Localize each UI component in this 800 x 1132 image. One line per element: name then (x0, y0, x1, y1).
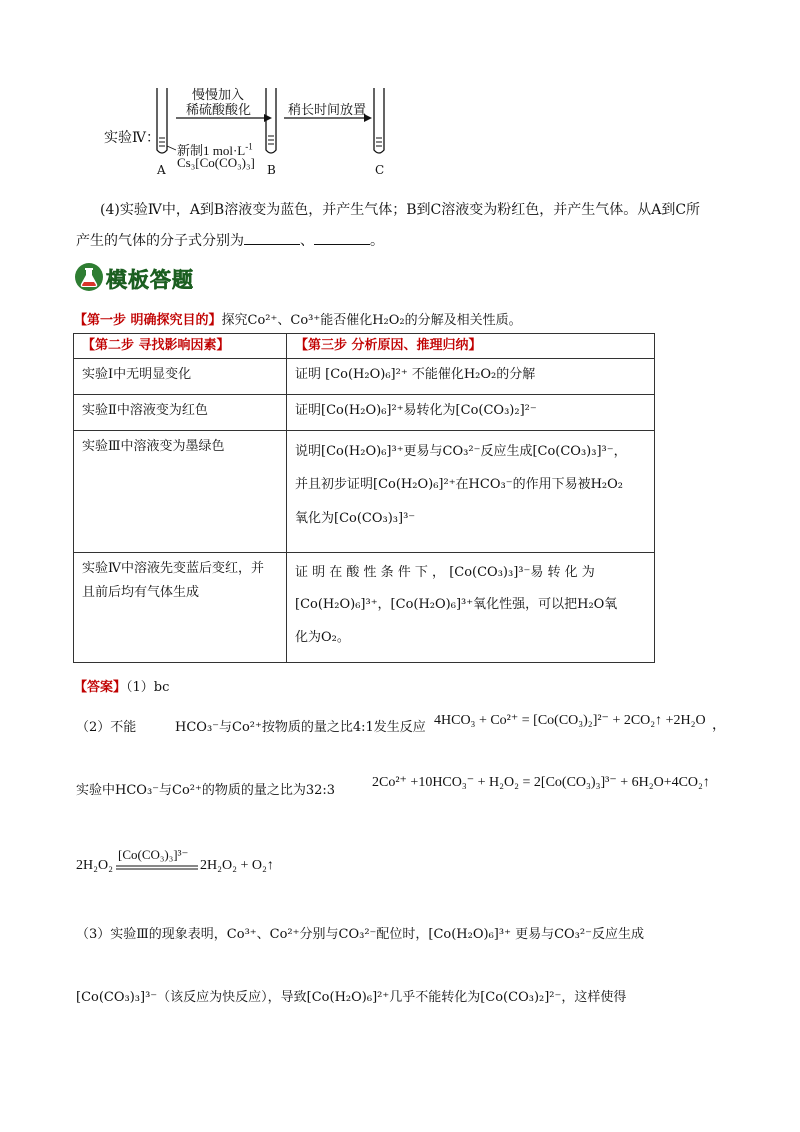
analysis-line: 并且初步证明[Co(H₂O)₆]²⁺在HCO₃⁻的作用下易被H₂O₂ (295, 477, 623, 493)
answer-2-ratio: HCO₃⁻与Co²⁺按物质的量之比4:1发生反应 (175, 720, 426, 735)
analysis-line: 证 明 在 酸 性 条 件 下 ， [Co(CO₃)₃]³⁻易 转 化 为 (295, 564, 595, 580)
factor-line: 且前后均有气体生成 (82, 585, 200, 601)
table-cell-analysis: 证明 [Co(H₂O)₆]²⁺ 不能催化H₂O₂的分解 (287, 358, 655, 394)
answer-label: 【答案】 (74, 680, 127, 695)
reagent-concentration-text: 新制1 mol·L (177, 143, 246, 158)
step1-label: 【第一步 明确探究目的】 (74, 313, 222, 328)
reagent-formula: Cs₃[Co(CO₃)₃] (177, 155, 255, 170)
equation-3-right: 2H₂O₂ + O₂↑ (200, 858, 274, 873)
reagent-concentration-sup: -1 (245, 141, 253, 152)
equation-1-comma: ， (712, 717, 726, 733)
table-header-right: 【第三步 分析原因、推理归纳】 (287, 334, 655, 359)
arrow2-label: 稍长时间放置 (288, 103, 367, 118)
answer-2-line2: 实验中HCO₃⁻与Co²⁺的物质的量之比为32:3 (76, 783, 336, 798)
table-cell-factor: 实验Ⅰ中无明显变化 (74, 358, 287, 394)
analysis-line: 氧化为[Co(CO₃)₃]³⁻ (295, 511, 416, 527)
analysis-line: [Co(H₂O)₆]³⁺，[Co(H₂O)₆]³⁺氧化性强，可以把H₂O氧 (295, 597, 618, 612)
answer-3-line1: （3）实验Ⅲ的现象表明，Co³⁺、Co²⁺分别与CO₃²⁻配位时，[Co(H₂O)₆]³⁺ 更易与CO₃²⁻反应生成 (76, 927, 644, 942)
tube-c-label: C (375, 163, 385, 177)
arrow1-label-line1: 慢慢加入 (192, 88, 245, 103)
equation-2: 2Co²⁺ +10HCO₃⁻ + H₂O₂ = 2[Co(CO₃)₃]³⁻ + 6H₂O+4CO₂↑ (372, 775, 710, 790)
table-cell-factor: 实验Ⅱ中溶液变为红色 (74, 394, 287, 430)
equation-3-catalyst: [Co(CO₃)₃]³⁻ (118, 847, 189, 862)
table-cell-analysis: 证明[Co(H₂O)₆]²⁺易转化为[Co(CO₃)₂]²⁻ (287, 394, 655, 430)
tube-a-label: A (157, 163, 166, 177)
analysis-line: 化为O₂。 (295, 629, 350, 645)
tube-b-label: B (267, 163, 276, 177)
factor-line: 实验Ⅳ中溶液先变蓝后变红，并 (82, 560, 264, 576)
experiment-label: 实验Ⅳ： (104, 130, 160, 146)
question4-end: 。 (370, 233, 384, 249)
table-cell-factor: 实验Ⅲ中溶液变为墨绿色 (74, 430, 287, 552)
answer-2-prefix: （2）不能 (76, 720, 137, 735)
question4-line1: (4)实验Ⅳ中，A到B溶液变为蓝色，并产生气体；B到C溶液变为粉红色，并产生气体。从A到C所 (100, 202, 701, 218)
analysis-line: 说明[Co(H₂O)₆]³⁺更易与CO₃²⁻反应生成[Co(CO₃)₃]³⁻， (295, 443, 627, 459)
equation-1: 4HCO₃ + Co²⁺ = [Co(CO₃)₂]²⁻ + 2CO₂↑ +2H₂O (434, 713, 706, 728)
equation-3-left: 2H₂O₂ (76, 858, 113, 873)
question4-separator: 、 (300, 233, 314, 249)
step1-text: 探究Co²⁺、Co³⁺能否催化H₂O₂的分解及相关性质。 (221, 313, 522, 328)
table-header-left: 【第二步 寻找影响因素】 (74, 334, 287, 359)
answer-1-text: （1）bc (126, 680, 170, 695)
question4-prefix: 产生的气体的分子式分别为 (76, 233, 244, 249)
answer-3-line2: [Co(CO₃)₃]³⁻（该反应为快反应），导致[Co(H₂O)₆]²⁺几乎不能转化为[Co(CO₃)₂]²⁻，这样使得 (76, 990, 627, 1005)
section-title: 模板答题 (106, 268, 194, 292)
arrow1-label-line2: 稀硫酸酸化 (186, 103, 252, 118)
